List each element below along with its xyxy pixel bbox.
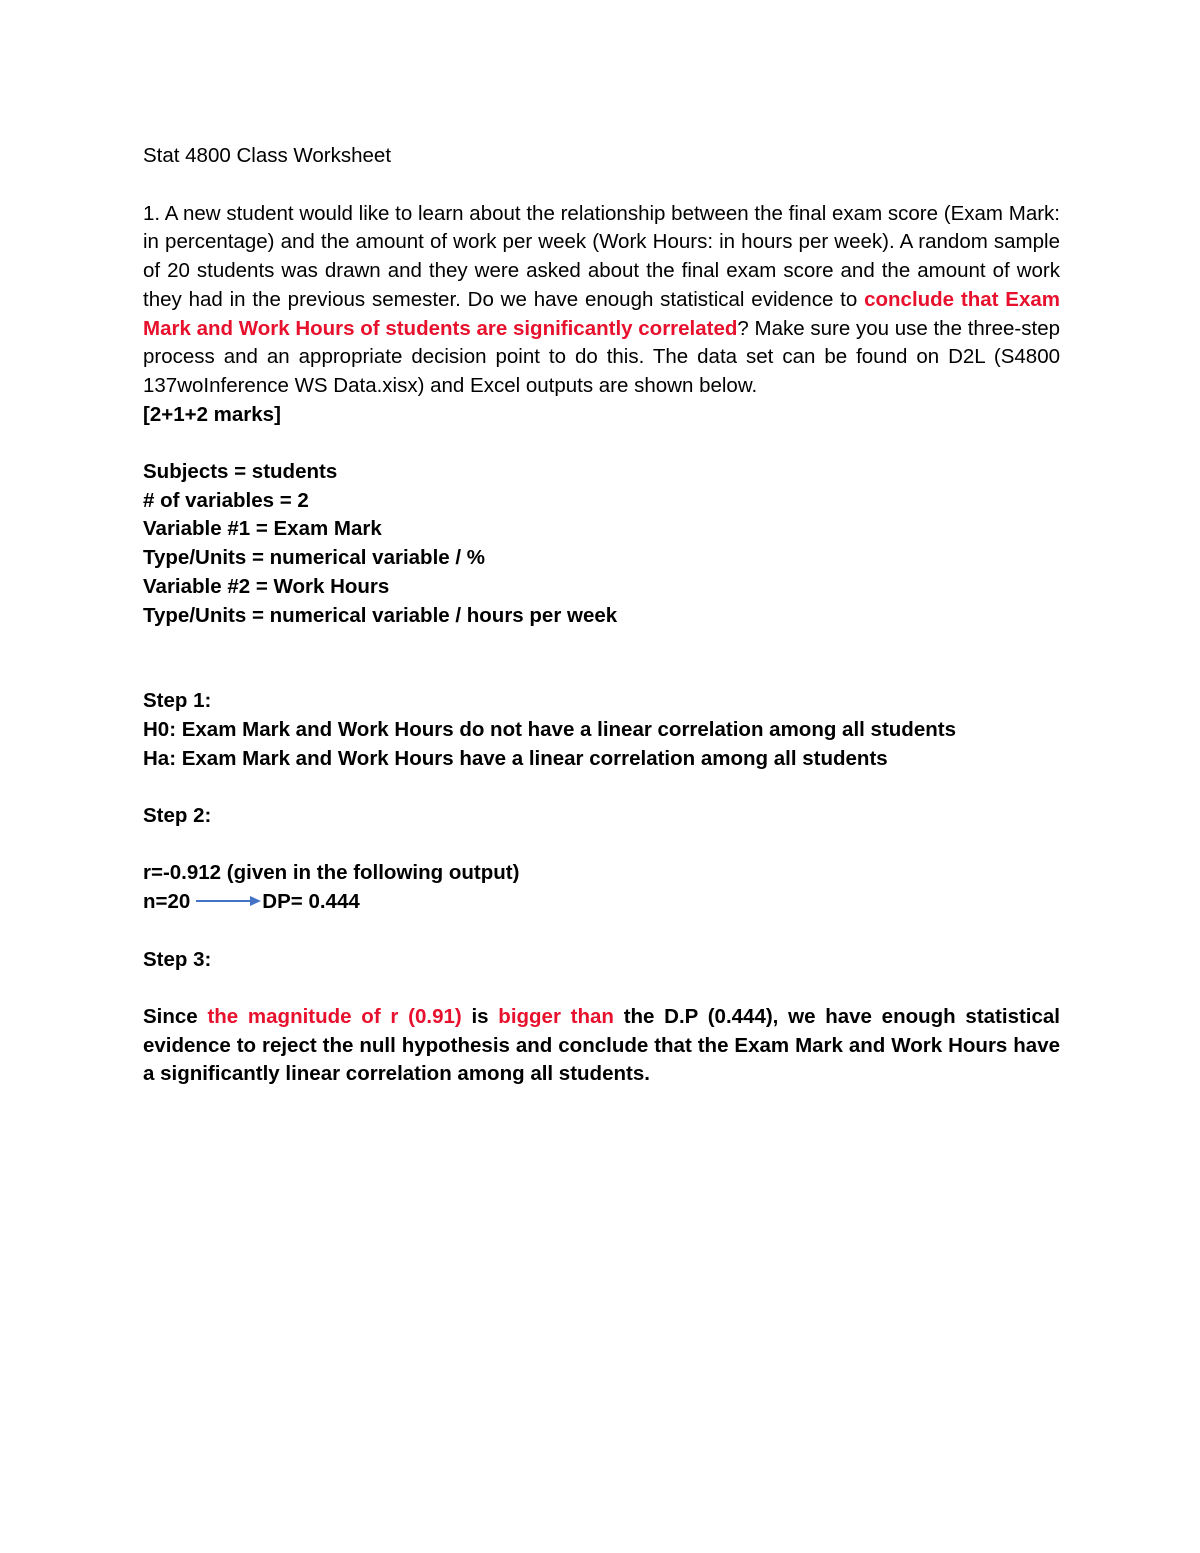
step3-block xyxy=(143,946,1060,1090)
step3-heading: Step 3: xyxy=(143,947,212,971)
worksheet-title: Stat 4800 Class Worksheet xyxy=(143,144,392,167)
step3-space xyxy=(398,1005,408,1028)
spacer xyxy=(143,974,1060,1003)
step1-h0: H0: Exam Mark and Work Hours do not have a linear correlation among all students xyxy=(143,717,956,741)
step2-r-line: r=-0.912 (given in the following output) xyxy=(143,861,520,885)
spacer xyxy=(143,429,1060,458)
step2-dp-value: DP= 0.444 xyxy=(262,890,360,914)
right-arrow-icon xyxy=(190,894,262,908)
setup-block xyxy=(143,458,1060,630)
setup-num-variables: # of variables = 2 xyxy=(143,488,309,512)
step3-conclusion: the D.P (0.444), we have enough statistical evidence to reject the null hypothesis and conclude that the Exam Mark and Work Hours have a significantly linear correlation among all students. xyxy=(143,1004,1061,1086)
worksheet-content xyxy=(143,142,1060,1089)
step2-n-line xyxy=(143,888,1060,917)
step1-heading: Step 1: xyxy=(143,689,212,713)
step3-magnitude: the magnitude of r xyxy=(207,1004,399,1028)
spacer xyxy=(143,917,1060,946)
step2-n-value: n=20 xyxy=(143,890,191,914)
spacer xyxy=(143,831,1060,860)
step3-conclusion-paragraph xyxy=(143,1003,1060,1089)
step3-since: Since xyxy=(143,1004,208,1028)
question-highlight: conclude that Exam Mark and Work Hours of students are significantly correlated xyxy=(143,287,1060,340)
setup-variable2: Variable #2 = Work Hours xyxy=(143,574,390,598)
spacer xyxy=(143,171,1060,200)
setup-type-units2: Type/Units = numerical variable / hours per week xyxy=(143,603,618,627)
step1-ha: Ha: Exam Mark and Work Hours have a linear correlation among all students xyxy=(143,746,888,770)
step3-bigger: bigger than xyxy=(498,1004,614,1028)
step1-block xyxy=(143,687,1060,773)
spacer xyxy=(143,630,1060,687)
question-text-part2: ? Make sure you use the three-step process and an appropriate decision point to do this. The data set can be found on D2L (S4800 137woInference WS Data.xisx) and Excel outputs are shown below. xyxy=(143,316,1060,397)
step3-is: is xyxy=(461,1004,499,1028)
setup-type-units1: Type/Units = numerical variable / % xyxy=(143,546,485,570)
question-paragraph xyxy=(143,200,1060,401)
step3-r-value: (0.91) xyxy=(408,1004,462,1028)
setup-variable1: Variable #1 = Exam Mark xyxy=(143,517,382,541)
setup-subjects: Subjects = students xyxy=(143,460,338,483)
step2-block xyxy=(143,802,1060,917)
question-marks: [2+1+2 marks] xyxy=(143,402,281,426)
step2-heading: Step 2: xyxy=(143,804,212,828)
question-text-part1: 1. A new student would like to learn about the relationship between the final exam score (Exam Mark: in percentage) and the amount of work per week (Work Hours: in hours per week). A random sample of 20 students was drawn and they were asked about the final exam score and the amount of work they had in the previous semester. Do we have enough statistical evidence to xyxy=(143,201,1060,311)
spacer xyxy=(143,773,1060,802)
